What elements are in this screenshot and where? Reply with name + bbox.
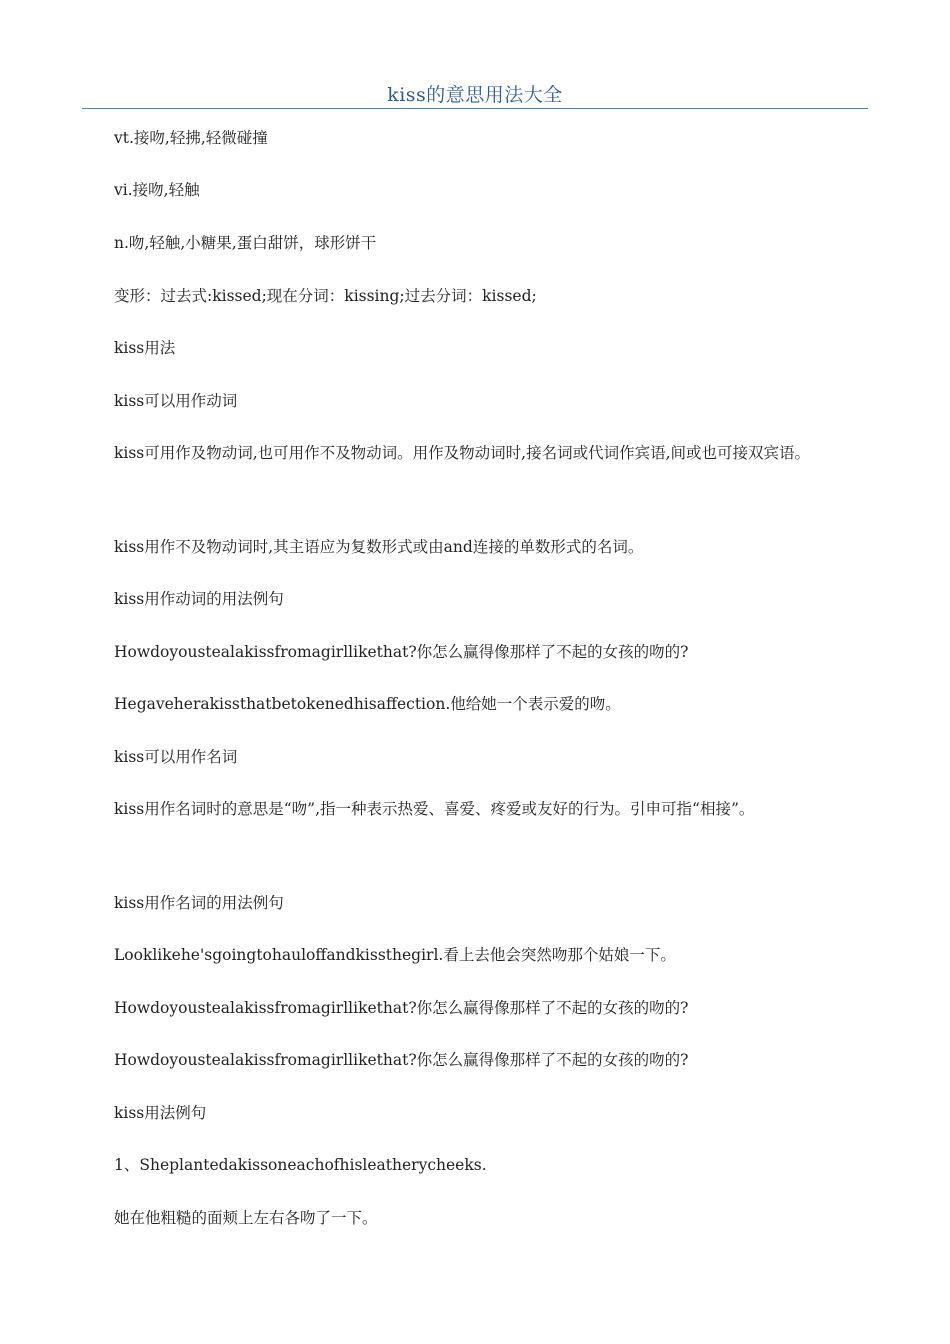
heading-noun: kiss可以用作名词 [114, 748, 238, 766]
example-sentence: Howdoyoustealakissfromagirllikethat?你怎么赢得像那样了不起的女孩的吻的? [114, 643, 689, 661]
example-sentence: Looklikehe'sgoingtohauloffandkissthegirl.看上去他会突然吻那个姑娘一下。 [114, 946, 676, 964]
definition-n: n.吻,轻触,小糖果,蛋白甜饼，球形饼干 [114, 234, 377, 252]
heading-examples: kiss用法例句 [114, 1104, 207, 1122]
title-underline [82, 108, 868, 109]
paragraph-verb-usage: kiss可用作及物动词,也可用作不及物动词。用作及物动词时,接名词或代词作宾语,间或也可接双宾语。 [114, 444, 811, 462]
definition-vi: vi.接吻,轻触 [114, 181, 200, 199]
heading-verb: kiss可以用作动词 [114, 392, 238, 410]
example-sentence: Hegaveherakissthatbetokenedhisaffection.他给她一个表示爱的吻。 [114, 695, 621, 713]
paragraph-intransitive: kiss用作不及物动词时,其主语应为复数形式或由and连接的单数形式的名词。 [114, 538, 644, 556]
example-sentence: Howdoyoustealakissfromagirllikethat?你怎么赢得像那样了不起的女孩的吻的? [114, 999, 689, 1017]
heading-verb-examples: kiss用作动词的用法例句 [114, 590, 284, 608]
document-title: kiss的意思用法大全 [387, 84, 563, 106]
heading-usage: kiss用法 [114, 339, 176, 357]
definition-vt: vt.接吻,轻拂,轻微碰撞 [114, 129, 268, 147]
paragraph-noun-usage: kiss用作名词时的意思是“吻”,指一种表示热爱、喜爱、疼爱或友好的行为。引申可指“相接”。 [114, 800, 755, 818]
example-sentence-chinese: 她在他粗糙的面颊上左右各吻了一下。 [114, 1209, 378, 1227]
inflections: 变形：过去式:kissed;现在分词：kissing;过去分词：kissed; [114, 287, 537, 305]
example-sentence-english: 1、Sheplantedakissoneachofhisleatherycheeks. [114, 1156, 487, 1174]
heading-noun-examples: kiss用作名词的用法例句 [114, 894, 284, 912]
example-sentence: Howdoyoustealakissfromagirllikethat?你怎么赢得像那样了不起的女孩的吻的? [114, 1051, 689, 1069]
